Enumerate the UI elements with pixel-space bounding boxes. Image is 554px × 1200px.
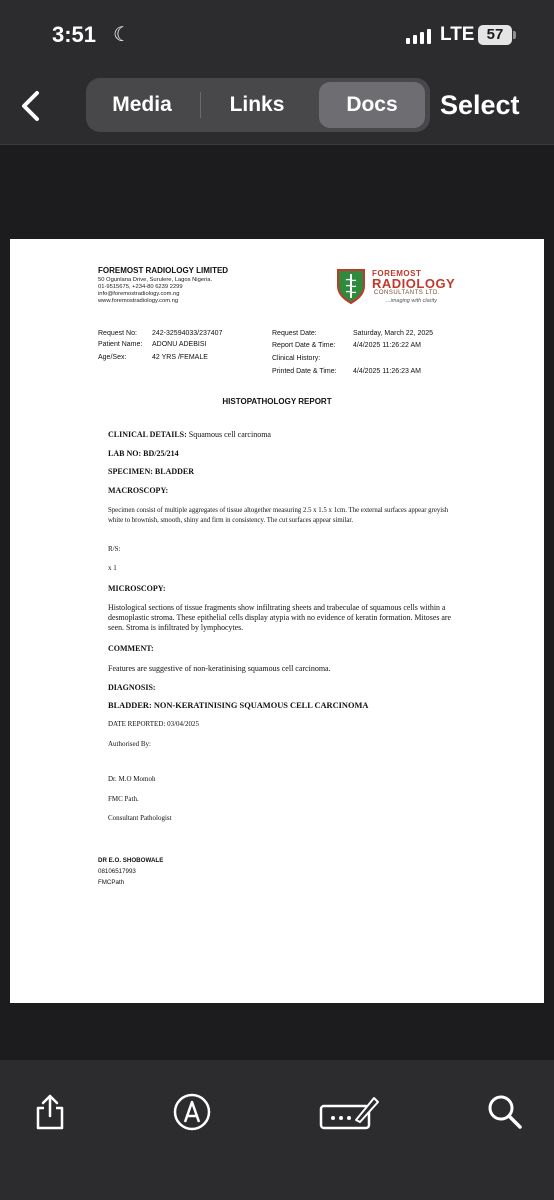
company-logo: FOREMOST RADIOLOGY CONSULTANTS LTD. ...imaging with clarity	[334, 268, 464, 314]
search-icon[interactable]	[484, 1092, 524, 1132]
clinical-history-label: Clinical History:	[272, 355, 321, 362]
authorised-by: Authorised By:	[108, 740, 151, 748]
signal-icon	[406, 28, 431, 44]
macroscopy-text: Specimen consist of multiple aggregates of tissue altogether measuring 2.5 x 1.5 x 1cm. The external surfaces appear greyish white to brownish, smooth, shiny and firm in consistency. The cut surfaces appear similar.	[108, 507, 449, 524]
doctor-qualification: FMC Path.	[108, 795, 139, 803]
tab-docs[interactable]: Docs	[319, 82, 425, 128]
request-no-label: Request No:	[98, 330, 137, 337]
diagnosis-text: BLADDER: NON-KERATINISING SQUAMOUS CELL CARCINOMA	[108, 701, 369, 710]
comment-label: COMMENT:	[108, 644, 154, 653]
request-no-value: 242-32594033/237407	[152, 330, 223, 337]
signatory-name: DR E.O. SHOBOWALE	[98, 857, 164, 864]
tab-links[interactable]: Links	[229, 93, 285, 116]
share-icon[interactable]	[30, 1092, 70, 1132]
age-sex-value: 42 YRS /FEMALE	[152, 354, 208, 361]
markup-icon[interactable]	[172, 1092, 212, 1132]
select-button[interactable]: Select	[440, 90, 520, 120]
comment-text: Features are suggestive of non-keratinising squamous cell carcinoma.	[108, 664, 331, 673]
document-preview[interactable]	[10, 239, 544, 1003]
request-date-label: Request Date:	[272, 330, 317, 337]
signatory-phone: 08106517993	[98, 868, 136, 875]
shield-logo-icon	[336, 268, 366, 304]
microscopy-text: Histological sections of tissue fragments show infiltrating sheets and trabeculae of squamous cells within a desmoplastic stroma. These epithelial cells display atypia with no evidence of keratin formation. Mitoses are seen. Stroma is infiltrated by lymphocytes.	[108, 603, 451, 632]
company-name: FOREMOST RADIOLOGY LIMITED	[98, 266, 229, 275]
rs-count: x 1	[108, 564, 117, 572]
segment-divider	[200, 92, 201, 118]
specimen: SPECIMEN: BLADDER	[108, 467, 195, 476]
battery-icon: 57	[478, 25, 512, 45]
company-address: 50 Ogunlana Drive, Surulere, Lagos Nigeria. 01-9515675, +234-80 6239 2299 info@foremostradiology.com.ng www.foremostradiology.com.ng	[98, 277, 213, 304]
back-chevron-icon[interactable]	[14, 88, 50, 124]
lab-no: LAB NO: BD/25/214	[108, 449, 179, 458]
bottom-toolbar	[0, 1060, 554, 1200]
date-reported: DATE REPORTED: 03/04/2025	[108, 720, 199, 728]
doctor-name: Dr. M.O Momoh	[108, 775, 156, 783]
signatory-qualification: FMCPath	[98, 879, 125, 886]
network-label: LTE	[440, 24, 475, 45]
patient-name-label: Patient Name:	[98, 341, 143, 348]
printed-date-value: 4/4/2025 11:26:23 AM	[353, 368, 421, 375]
rs-label: R/S:	[108, 545, 121, 553]
tab-media[interactable]: Media	[112, 93, 172, 116]
diagnosis-label: DIAGNOSIS:	[108, 683, 156, 692]
patient-name-value: ADONU ADEBISI	[152, 341, 207, 348]
report-date-label: Report Date & Time:	[272, 342, 336, 349]
report-title: HISTOPATHOLOGY REPORT	[222, 397, 332, 406]
microscopy-label: MICROSCOPY:	[108, 584, 166, 593]
status-bar	[0, 0, 554, 70]
printed-date-label: Printed Date & Time:	[272, 368, 337, 375]
segmented-control	[86, 78, 430, 132]
macroscopy-label: MACROSCOPY:	[108, 486, 169, 495]
report-date-value: 4/4/2025 11:26:22 AM	[353, 342, 421, 349]
moon-icon: ☾	[113, 24, 131, 46]
clinical-details: CLINICAL DETAILS: Squamous cell carcinoma	[108, 430, 271, 439]
age-sex-label: Age/Sex:	[98, 354, 127, 361]
nav-bar	[0, 70, 554, 145]
request-date-value: Saturday, March 22, 2025	[353, 330, 434, 337]
status-time: 3:51	[52, 22, 97, 47]
sign-icon[interactable]	[318, 1092, 380, 1132]
doctor-role: Consultant Pathologist	[108, 814, 172, 822]
